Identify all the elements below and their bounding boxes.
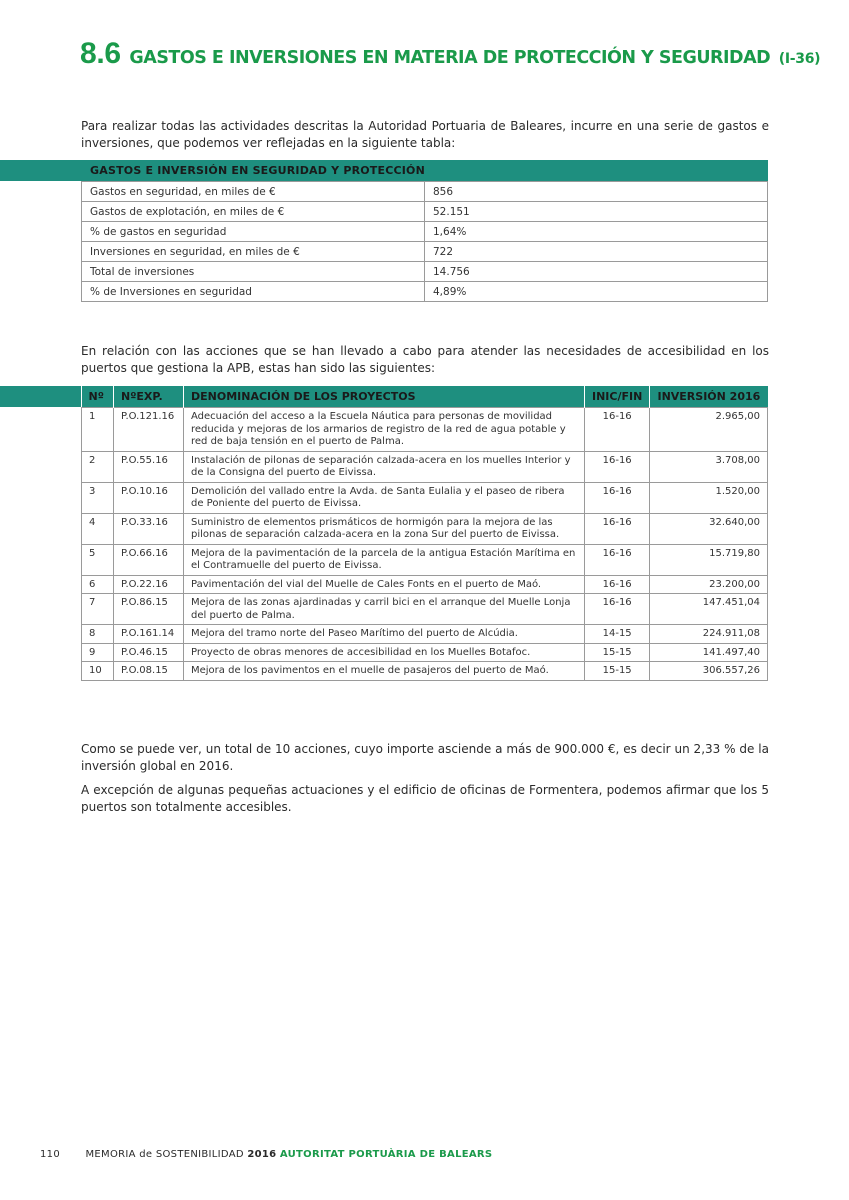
section-number: 8.6 [80,37,121,70]
project-period: 16-16 [585,451,650,482]
accessibility-projects-table [81,386,768,681]
table-header-bar-left [0,160,81,181]
file-number: P.O.86.15 [114,594,184,625]
project-period: 15-15 [585,662,650,681]
project-description: Mejora de las zonas ajardinadas y carril bici en el arranque del Muelle Lonja del puerto de Palma. [184,594,585,625]
project-number: 5 [82,544,114,575]
investment-amount: 141.497,40 [650,643,768,662]
table-row [82,482,768,513]
table-row [82,408,768,452]
project-number: 9 [82,643,114,662]
project-description: Demolición del vallado entre la Avda. de Santa Eulalia y el paseo de ribera de Poniente del puerto de Eivissa. [184,482,585,513]
file-number: P.O.46.15 [114,643,184,662]
file-number: P.O.10.16 [114,482,184,513]
intro-paragraph: Para realizar todas las actividades descritas la Autoridad Portuaria de Baleares, incurre en una serie de gastos e inversiones, que podemos ver reflejadas en la siguiente tabla: [81,119,769,150]
project-period: 16-16 [585,513,650,544]
project-number: 10 [82,662,114,681]
footer-de: de [139,1149,153,1160]
file-number: P.O.08.15 [114,662,184,681]
file-number: P.O.33.16 [114,513,184,544]
column-header-investment: INVERSIÓN 2016 [650,386,768,408]
footer-sostenibilidad: SOSTENIBILIDAD [155,1149,244,1160]
row-value: 14.756 [425,262,768,282]
table-row [82,262,768,282]
project-description: Pavimentación del vial del Muelle de Cales Fonts en el puerto de Maó. [184,575,585,594]
file-number: P.O.55.16 [114,451,184,482]
file-number: P.O.121.16 [114,408,184,452]
project-period: 15-15 [585,643,650,662]
footer-organization: AUTORITAT PORTUÀRIA DE BALEARS [279,1149,493,1160]
column-header-number: Nº [82,386,114,408]
project-number: 7 [82,594,114,625]
project-description: Mejora de los pavimentos en el muelle de pasajeros del puerto de Maó. [184,662,585,681]
project-description: Proyecto de obras menores de accesibilidad en los Muelles Botafoc. [184,643,585,662]
table-row [82,625,768,644]
table-row [82,451,768,482]
table-row [82,242,768,262]
conclusion-paragraph-2: A excepción de algunas pequeñas actuaciones y el edificio de oficinas de Formentera, podemos afirmar que los 5 puertos son totalmente accesibles. [81,783,769,814]
section-title: GASTOS E INVERSIONES EN MATERIA DE PROTECCIÓN Y SEGURIDAD [129,48,771,68]
project-number: 8 [82,625,114,644]
investment-amount: 1.520,00 [650,482,768,513]
column-header-project: DENOMINACIÓN DE LOS PROYECTOS [184,386,585,408]
footer-memoria: MEMORIA [85,1149,136,1160]
table-row [82,594,768,625]
table-row [82,202,768,222]
table-row [82,182,768,202]
row-value: 52.151 [425,202,768,222]
project-number: 1 [82,408,114,452]
investment-amount: 32.640,00 [650,513,768,544]
investment-amount: 3.708,00 [650,451,768,482]
project-period: 16-16 [585,482,650,513]
row-label: Gastos de explotación, en miles de € [82,202,425,222]
project-number: 4 [82,513,114,544]
table-header-row [82,386,768,408]
project-period: 16-16 [585,575,650,594]
project-number: 6 [82,575,114,594]
project-description: Suministro de elementos prismáticos de hormigón para la mejora de las pilonas de separación calzada-acera en la zona Sur del puerto de Eivissa. [184,513,585,544]
table-row [82,575,768,594]
table-header-bar-left [0,386,81,407]
investment-amount: 306.557,26 [650,662,768,681]
project-period: 16-16 [585,544,650,575]
project-number: 2 [82,451,114,482]
page-title [80,34,820,71]
investment-amount: 23.200,00 [650,575,768,594]
column-header-period: INIC/FIN [585,386,650,408]
investment-amount: 2.965,00 [650,408,768,452]
security-expenses-table [81,181,768,302]
row-value: 722 [425,242,768,262]
investment-amount: 147.451,04 [650,594,768,625]
row-label: Total de inversiones [82,262,425,282]
table-row [82,544,768,575]
footer-year: 2016 [247,1149,277,1160]
row-label: Gastos en seguridad, en miles de € [82,182,425,202]
conclusion-paragraph-1: Como se puede ver, un total de 10 acciones, cuyo importe asciende a más de 900.000 €, es decir un 2,33 % de la inversión global en 2016. [81,742,769,773]
security-table-header: GASTOS E INVERSIÓN EN SEGURIDAD Y PROTECCIÓN [81,160,768,181]
file-number: P.O.161.14 [114,625,184,644]
page-footer [40,1149,492,1160]
file-number: P.O.66.16 [114,544,184,575]
table-row [82,643,768,662]
table-row [82,513,768,544]
row-label: % de gastos en seguridad [82,222,425,242]
project-period: 16-16 [585,594,650,625]
investment-amount: 15.719,80 [650,544,768,575]
row-value: 1,64% [425,222,768,242]
row-value: 4,89% [425,282,768,302]
accessibility-intro-paragraph: En relación con las acciones que se han llevado a cabo para atender las necesidades de accesibilidad en los puertos que gestiona la APB, estas han sido las siguientes: [81,344,769,375]
investment-amount: 224.911,08 [650,625,768,644]
table-row [82,662,768,681]
project-description: Mejora del tramo norte del Paseo Marítimo del puerto de Alcúdia. [184,625,585,644]
project-description: Instalación de pilonas de separación calzada-acera en los muelles Interior y de la Consigna del puerto de Eivissa. [184,451,585,482]
project-period: 14-15 [585,625,650,644]
indicator-code: (I-36) [778,51,821,67]
project-description: Adecuación del acceso a la Escuela Náutica para personas de movilidad reducida y mejoras de los armarios de registro de la red de agua potable y red de baja tensión en el puerto de Palma. [184,408,585,452]
project-number: 3 [82,482,114,513]
row-label: Inversiones en seguridad, en miles de € [82,242,425,262]
project-description: Mejora de la pavimentación de la parcela de la antigua Estación Marítima en el Contramuelle del puerto de Eivissa. [184,544,585,575]
table-row [82,282,768,302]
file-number: P.O.22.16 [114,575,184,594]
project-period: 16-16 [585,408,650,452]
table-row [82,222,768,242]
row-value: 856 [425,182,768,202]
column-header-file: NºEXP. [114,386,184,408]
row-label: % de Inversiones en seguridad [82,282,425,302]
page-number: 110 [40,1149,60,1160]
